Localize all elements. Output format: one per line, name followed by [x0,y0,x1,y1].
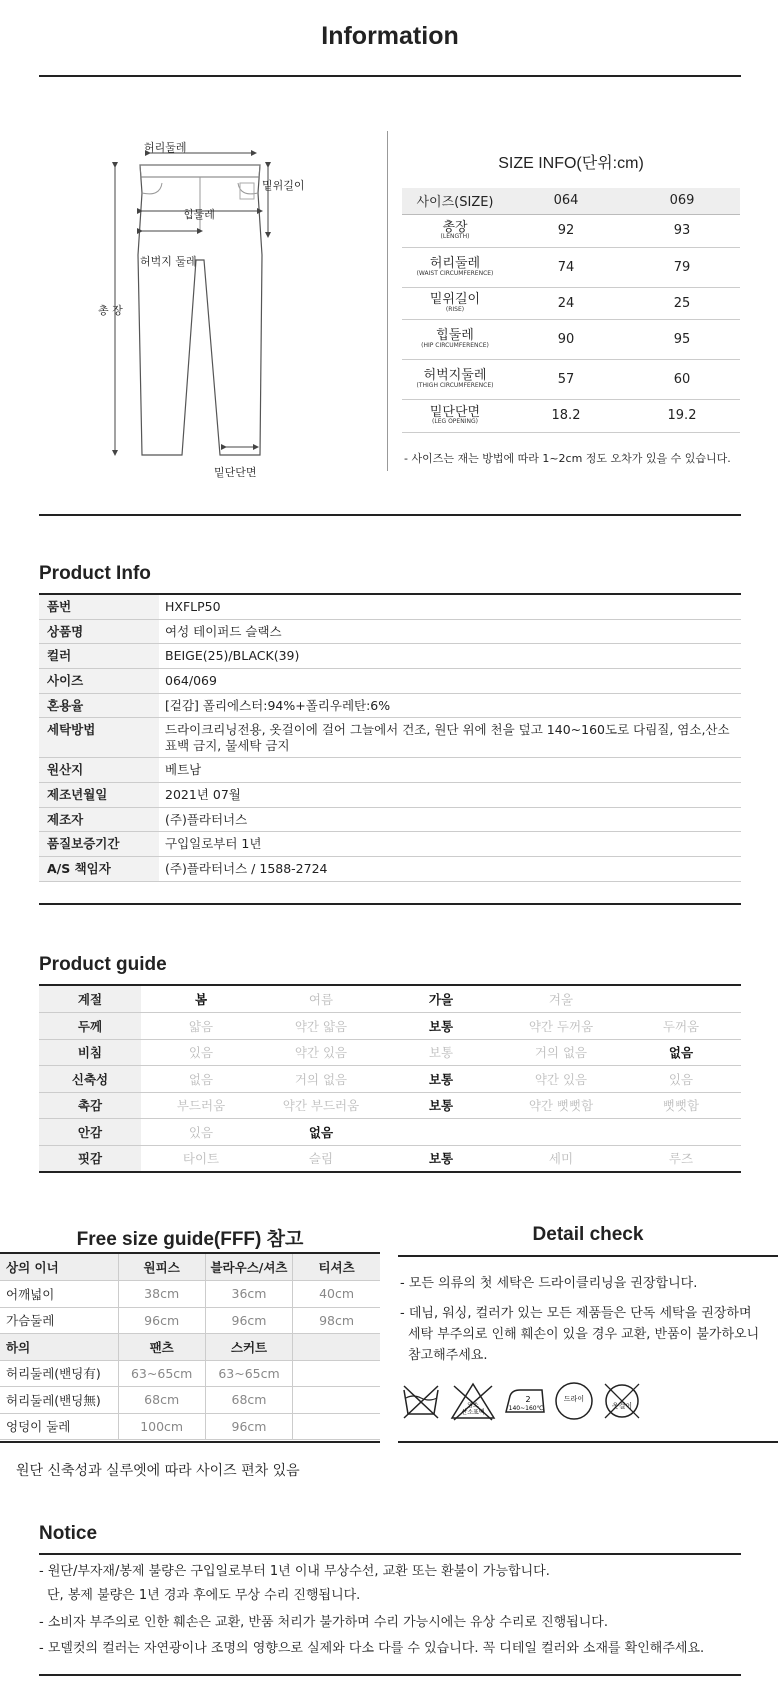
size-row-label: 힙둘레 [436,328,474,344]
notice-line: - 원단/부자재/봉제 불량은 구입일로부터 1년 이내 무상수선, 교환 또는 환불이 가능합니다. [39,1564,550,1579]
fs-value: 96cm [205,1413,292,1440]
fs-key: 어깨넓이 [0,1281,118,1308]
info-row [39,783,741,808]
section-title-product-guide: Product guide [39,954,167,975]
fs-value: 63~65cm [118,1360,205,1387]
info-value: 2021년 07월 [159,783,741,808]
info-key: 원산지 [39,758,159,783]
guide-row [39,1119,741,1146]
guide-option: 거의 없음 [501,1039,621,1066]
fs-value: 96cm [205,1307,292,1334]
guide-option: 루즈 [621,1145,741,1172]
info-value: HXFLP50 [159,595,741,619]
guide-row [39,1039,741,1066]
info-key: 품번 [39,595,159,619]
size-row-label: 밑단단면 [429,404,481,420]
fs-value [293,1360,380,1387]
guide-option [621,1119,741,1146]
fs-head: 팬츠 [118,1334,205,1361]
no-wash-icon [400,1380,442,1426]
size-value: 18.2 [508,399,624,432]
section-title-product-info: Product Info [39,563,151,584]
info-row [39,758,741,783]
guide-key: 계절 [39,986,141,1013]
guide-key: 비침 [39,1039,141,1066]
bleach-text-2: 산소표백 [461,1409,485,1416]
iron-temp: 140~160℃ [508,1405,544,1412]
detail-line: - 데님, 워싱, 컬러가 있는 모든 제품들은 단독 세탁을 권장하며 [400,1306,752,1321]
size-row-sub: (THIGH CIRCUMFERENCE) [416,381,494,389]
info-key: 컬러 [39,644,159,669]
guide-option: 약간 얇음 [261,1013,381,1040]
detail-line: - 모든 의류의 첫 세탁은 드라이클리닝을 권장합니다. [400,1276,698,1291]
info-value: 드라이크리닝전용, 옷걸이에 걸어 그늘에서 건조, 원단 위에 천을 덮고 140~160도로 다림질, 염소,산소 표백 금지, 물세탁 금지 [159,718,741,758]
free-size-table [0,1254,380,1440]
section-title-detail-check: Detail check [532,1224,644,1245]
guide-option: 보통 [381,1092,501,1119]
fs-head: 원피스 [118,1254,205,1281]
size-value: 95 [624,319,740,359]
size-table [402,188,740,433]
pants-diagram [90,135,390,485]
info-row [39,595,741,619]
info-key: 품질보증기간 [39,832,159,857]
info-value: BEIGE(25)/BLACK(39) [159,644,741,669]
guide-row [39,1066,741,1093]
fs-head [293,1334,380,1361]
guide-option: 보통 [381,1013,501,1040]
guide-key: 촉감 [39,1092,141,1119]
guide-option: 있음 [621,1066,741,1093]
divider [39,1674,741,1676]
guide-option [381,1119,501,1146]
size-row-sub: (HIP CIRCUMFERENCE) [421,341,489,349]
section-title-free-size: Free size guide(FFF) 참고 [76,1229,304,1250]
info-key: 세탁방법 [39,718,159,758]
iron-level: 2 [525,1395,531,1404]
fs-key: 허리둘레(밴딩無) [0,1387,118,1414]
size-value: 79 [624,247,740,287]
fs-head: 하의 [0,1334,118,1361]
guide-option: 세미 [501,1145,621,1172]
guide-row [39,1013,741,1040]
label-thigh: 허벅지 둘레 [140,255,197,268]
guide-option: 없음 [261,1119,381,1146]
size-row-sub: (LEG OPENING) [432,418,478,426]
guide-option: 여름 [261,986,381,1013]
guide-row [39,986,741,1013]
fs-value [293,1387,380,1414]
size-row-label: 총장 [442,219,468,235]
fs-value [293,1413,380,1440]
guide-option: 약간 부드러움 [261,1092,381,1119]
info-key: 제조년월일 [39,783,159,808]
page-title: Information [321,22,459,50]
guide-option: 약간 있음 [501,1066,621,1093]
size-head-064: 064 [508,188,624,214]
label-waist: 허리둘레 [144,141,187,154]
size-row-sub: (WAIST CIRCUMFERENCE) [416,269,494,277]
info-key: 사이즈 [39,668,159,693]
info-value: (주)플라터너스 / 1588-2724 [159,856,741,881]
guide-option: 얇음 [141,1013,261,1040]
notice-line: 단, 봉제 불량은 1년 경과 후에도 무상 수리 진행됩니다. [47,1588,361,1603]
divider [39,1553,741,1555]
detail-line: 참고해주세요. [408,1348,488,1363]
size-value: 60 [624,359,740,399]
info-row [39,644,741,669]
guide-option: 슬림 [261,1145,381,1172]
divider [0,1441,380,1443]
guide-option: 약간 있음 [261,1039,381,1066]
guide-option: 없음 [141,1066,261,1093]
guide-option: 겨울 [501,986,621,1013]
info-key: 혼용율 [39,693,159,718]
size-head-069: 069 [624,188,740,214]
divider [387,131,388,471]
iron-icon [502,1380,548,1426]
label-hem: 밑단단면 [214,466,257,479]
guide-row [39,1145,741,1172]
guide-option: 타이트 [141,1145,261,1172]
fs-key: 허리둘레(밴딩有) [0,1360,118,1387]
size-row-label: 밑위길이 [429,292,481,308]
size-value: 57 [508,359,624,399]
size-info-caption: SIZE INFO(단위:cm) [498,155,644,172]
divider [39,75,741,77]
guide-option: 부드러움 [141,1092,261,1119]
size-head-label: 사이즈(SIZE) [402,188,508,214]
fs-head: 블라우스/셔츠 [205,1254,292,1281]
info-value: 베트남 [159,758,741,783]
detail-line: 세탁 부주의로 인해 훼손이 있을 경우 교환, 반품이 불가하오니 [408,1327,760,1342]
size-row-sub: (LENGTH) [440,233,470,241]
info-key: A/S 책임자 [39,856,159,881]
guide-option: 있음 [141,1039,261,1066]
size-value: 25 [624,287,740,319]
guide-option: 가을 [381,986,501,1013]
info-row [39,668,741,693]
free-size-note: 원단 신축성과 실루엣에 따라 사이즈 편차 있음 [16,1463,300,1479]
info-value: 구입일로부터 1년 [159,832,741,857]
size-value: 90 [508,319,624,359]
info-row [39,856,741,881]
guide-option: 보통 [381,1066,501,1093]
guide-key: 신축성 [39,1066,141,1093]
size-row-sub: (RISE) [445,305,465,313]
info-value: (주)플라터너스 [159,807,741,832]
label-length: 총 장 [98,304,123,317]
label-rise: 밑위길이 [262,179,305,192]
size-value: 92 [508,214,624,247]
divider [39,514,741,516]
size-value: 93 [624,214,740,247]
fs-key: 엉덩이 둘레 [0,1413,118,1440]
divider [39,1171,741,1173]
info-key: 상품명 [39,619,159,644]
info-row [39,693,741,718]
guide-option: 있음 [141,1119,261,1146]
fs-value: 63~65cm [205,1360,292,1387]
guide-option: 두꺼움 [621,1013,741,1040]
product-info-table [39,595,741,882]
guide-option: 없음 [621,1039,741,1066]
size-row-label: 허벅지둘레 [423,368,487,384]
guide-option: 뻣뻣함 [621,1092,741,1119]
tumble-text: 옷걸이 [611,1402,633,1410]
guide-option: 거의 없음 [261,1066,381,1093]
fs-value: 68cm [205,1387,292,1414]
no-tumble-dry-icon [601,1380,643,1426]
guide-option [501,1119,621,1146]
fs-value: 96cm [118,1307,205,1334]
size-value: 24 [508,287,624,319]
fs-value: 38cm [118,1281,205,1308]
guide-key: 안감 [39,1119,141,1146]
fs-value: 68cm [118,1387,205,1414]
no-bleach-icon [450,1380,496,1426]
fs-value: 100cm [118,1413,205,1440]
fs-head: 스커트 [205,1334,292,1361]
label-hip: 힙둘레 [183,208,215,221]
dry-text: 드라이 [563,1395,585,1403]
info-key: 제조자 [39,807,159,832]
info-value: [겉감] 폴리에스터:94%+폴리우레탄:6% [159,693,741,718]
guide-option: 보통 [381,1145,501,1172]
info-value: 여성 테이퍼드 슬랙스 [159,619,741,644]
size-note: - 사이즈는 재는 방법에 따라 1~2cm 정도 오차가 있을 수 있습니다. [404,452,731,465]
fs-value: 36cm [205,1281,292,1308]
divider [39,903,741,905]
info-row [39,619,741,644]
guide-option [621,986,741,1013]
guide-key: 두께 [39,1013,141,1040]
info-row [39,807,741,832]
fs-key: 가슴둘레 [0,1307,118,1334]
guide-row [39,1092,741,1119]
fs-head: 상의 이너 [0,1254,118,1281]
fs-value: 98cm [293,1307,380,1334]
notice-line: - 소비자 부주의로 인한 훼손은 교환, 반품 처리가 불가하며 수리 가능시에는 유상 수리로 진행됩니다. [39,1615,608,1630]
fs-head: 티셔츠 [293,1254,380,1281]
divider [398,1255,778,1257]
guide-option: 보통 [381,1039,501,1066]
size-value: 19.2 [624,399,740,432]
guide-option: 약간 두꺼움 [501,1013,621,1040]
info-value: 064/069 [159,668,741,693]
guide-option: 약간 뻣뻣함 [501,1092,621,1119]
section-title-notice: Notice [39,1523,98,1544]
size-row-label: 허리둘레 [429,256,481,272]
divider [398,1441,778,1443]
size-value: 74 [508,247,624,287]
dry-clean-icon [553,1380,595,1426]
fs-value: 40cm [293,1281,380,1308]
info-row [39,718,741,758]
notice-line: - 모델컷의 컬러는 자연광이나 조명의 영향으로 실제와 다소 다를 수 있습니다. 꼭 디테일 컬러와 소재를 확인해주세요. [39,1641,705,1656]
guide-key: 핏감 [39,1145,141,1172]
info-row [39,832,741,857]
bleach-text-1: 염소 [467,1402,479,1409]
guide-option: 봄 [141,986,261,1013]
product-guide-table [39,986,741,1172]
